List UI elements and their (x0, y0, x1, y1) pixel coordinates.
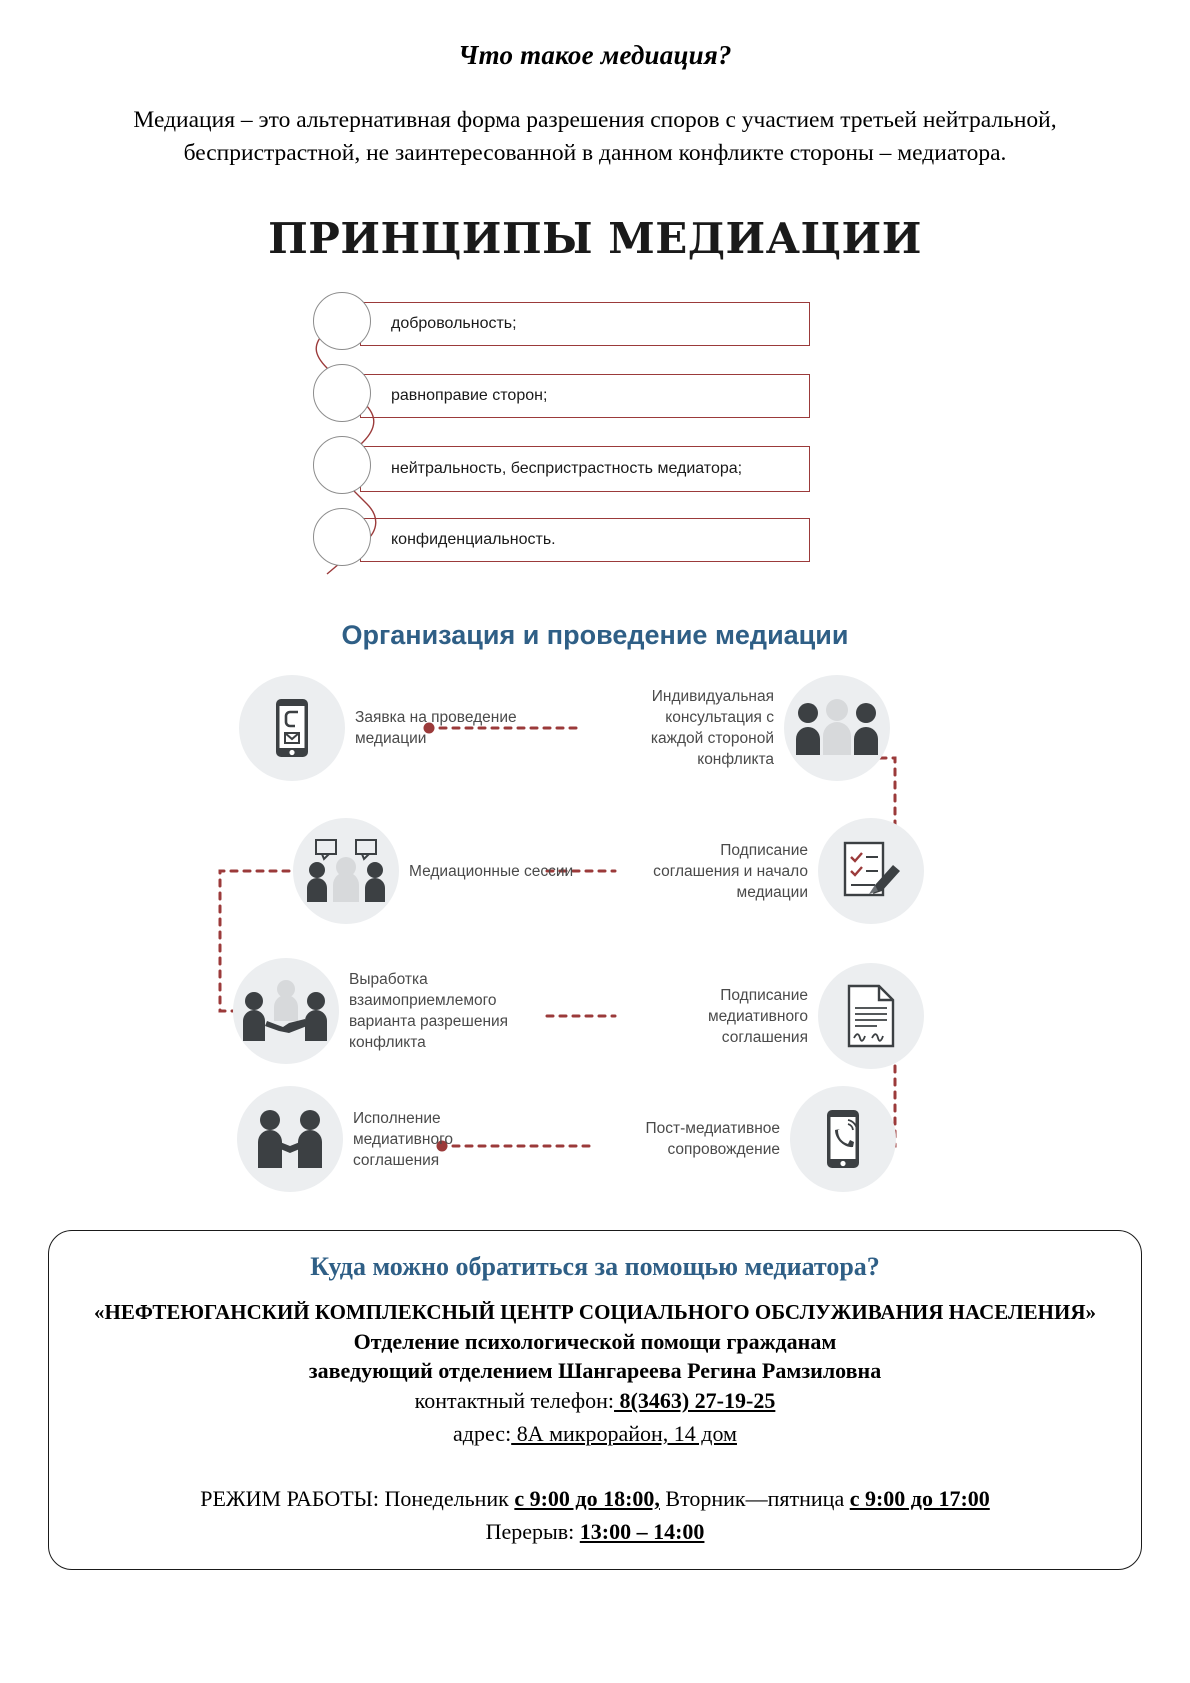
flow-step-label: Пост-медиативное сопровождение (645, 1120, 780, 1158)
contacts-phone-value[interactable]: 8(3463) 27-19-25 (614, 1388, 776, 1413)
principle-row (305, 518, 825, 564)
contacts-organization: «НЕФТЕЮГАНСКИЙ КОМПЛЕКСНЫЙ ЦЕНТР СОЦИАЛЬНОГО ОБСЛУЖИВАНИЯ НАСЕЛЕНИЯ» (93, 1300, 1097, 1324)
flow-step-label: Подписание медиативного соглашения (707, 986, 808, 1046)
organization-flow (195, 666, 1005, 1196)
principle-bullet-circle (313, 436, 371, 494)
contacts-department: Отделение психологической помощи гражданам (353, 1329, 837, 1354)
smartphone-icon (239, 675, 345, 781)
schedule-label: РЕЖИМ РАБОТЫ (200, 1486, 373, 1511)
principle-bullet-circle (313, 364, 371, 422)
flow-step-label: Подписание соглашения и начало медиации (653, 841, 808, 901)
flow-step (237, 1086, 518, 1192)
three-people-icon (784, 675, 890, 781)
signed-document-icon (818, 963, 924, 1069)
principle-bullet-circle (313, 508, 371, 566)
flow-step (605, 1086, 896, 1192)
contacts-head: заведующий отделением Шангареева Регина Рамзиловна (308, 1358, 882, 1383)
intro-paragraph: Медиация – это альтернативная форма разрешения споров с участием третьей нейтральной, беспристрастной, не заинтересованной в данном конфликте стороны – медиатора. (133, 107, 1057, 166)
schedule-monday-hours: с 9:00 до 18:00, (514, 1486, 660, 1511)
page-title: Что такое медиация? (458, 40, 732, 70)
principle-box (360, 446, 810, 492)
principles-list (305, 292, 825, 582)
principle-label: равноправие сторон; (391, 387, 548, 404)
principle-label: добровольность; (391, 315, 517, 332)
flow-step (599, 675, 890, 781)
contacts-address-row: адрес: 8А микрорайон, 14 дом (453, 1421, 737, 1446)
organization-heading: Организация и проведение медиации (341, 620, 849, 650)
flow-step-label: Индивидуальная консультация с каждой стороной конфликта (650, 688, 774, 768)
contacts-break-row: Перерыв: 13:00 – 14:00 (485, 1519, 705, 1544)
flow-step-label: Исполнение медиативного соглашения (353, 1109, 454, 1169)
principle-row (305, 302, 825, 348)
contacts-address-label: адрес (453, 1421, 506, 1446)
break-label: Перерыв (485, 1519, 569, 1544)
break-value: 13:00 – 14:00 (579, 1519, 705, 1544)
speech-bubbles-people-icon (293, 818, 399, 924)
contacts-phone-row: контактный телефон: 8(3463) 27-19-25 (414, 1388, 776, 1413)
flow-step-label: Заявка на проведение медиации (355, 709, 517, 747)
contacts-address-value: 8А микрорайон, 14 дом (511, 1421, 737, 1446)
principle-box (360, 518, 810, 562)
flow-step (633, 818, 924, 924)
phone-call-icon (790, 1086, 896, 1192)
flow-step-label: Медиационные сессии (409, 862, 574, 880)
principle-row (305, 446, 825, 492)
flow-step (239, 675, 520, 781)
schedule-rest-hours: с 9:00 до 17:00 (849, 1486, 990, 1511)
flow-step (233, 958, 514, 1064)
flow-step (633, 963, 924, 1069)
handshake-mediator-icon (233, 958, 339, 1064)
principle-label: конфиденциальность. (391, 531, 556, 548)
flow-step-label: Выработка взаимоприемлемого варианта разрешения конфликта (349, 971, 509, 1051)
principle-box (360, 302, 810, 346)
schedule-monday-prefix: Понедельник (384, 1486, 515, 1511)
schedule-rest-prefix: Вторник—пятница (659, 1486, 850, 1511)
principles-heading: ПРИНЦИПЫ МЕДИАЦИИ (268, 214, 922, 263)
contacts-schedule-row: РЕЖИМ РАБОТЫ: Понедельник с 9:00 до 18:00, Вторник—пятница с 9:00 до 17:00 (200, 1486, 990, 1511)
principle-bullet-circle (313, 292, 371, 350)
document-pen-icon (818, 818, 924, 924)
flow-step (293, 818, 574, 924)
principle-label: нейтральность, беспристрастность медиатора; (391, 460, 743, 477)
contacts-heading: Куда можно обратиться за помощью медиатора? (310, 1252, 880, 1281)
two-people-handshake-icon (237, 1086, 343, 1192)
contacts-phone-label: контактный телефон (414, 1388, 608, 1413)
principle-box (360, 374, 810, 418)
principle-row (305, 374, 825, 420)
